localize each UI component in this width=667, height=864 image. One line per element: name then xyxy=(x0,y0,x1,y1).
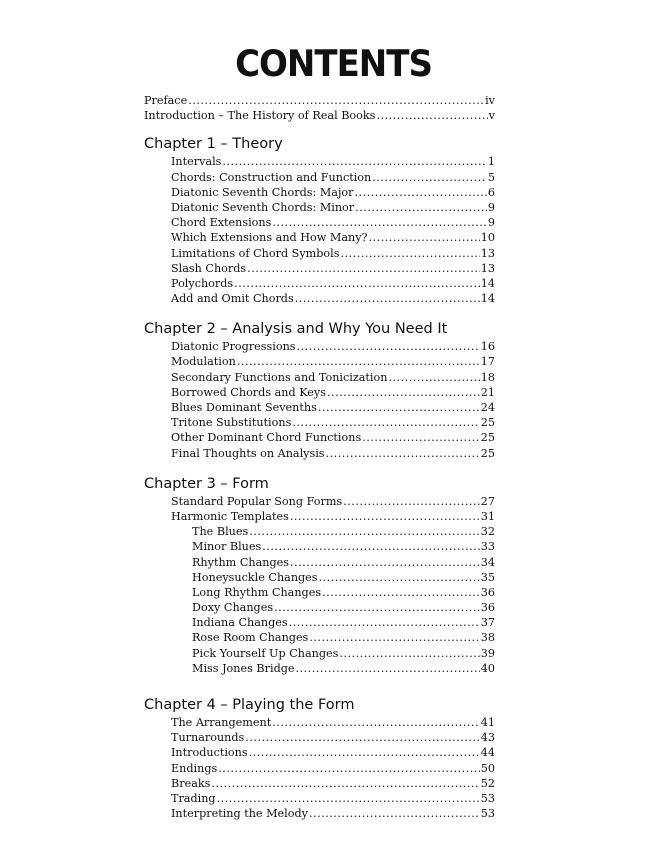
toc-entry-page: 38 xyxy=(480,631,495,645)
dot-leader xyxy=(327,385,480,400)
toc-entry[interactable] xyxy=(0,715,495,730)
toc-entry-page: 5 xyxy=(487,170,495,184)
toc-entry[interactable] xyxy=(0,776,495,791)
toc-entry-label: Breaks xyxy=(171,776,211,790)
toc-entry-page: 9 xyxy=(487,200,495,214)
dot-leader xyxy=(362,430,480,445)
toc-entry-page: 53 xyxy=(480,807,495,821)
toc-entry[interactable] xyxy=(0,600,495,615)
toc-entry-page: 18 xyxy=(480,370,495,384)
toc-entry-label: Turnarounds xyxy=(171,731,245,745)
toc-entry-label: Pick Yourself Up Changes xyxy=(192,646,339,660)
toc-spacer xyxy=(0,123,667,134)
dot-leader xyxy=(247,261,480,276)
dot-leader xyxy=(388,370,479,385)
toc-entry[interactable] xyxy=(0,570,495,585)
toc-entry-page: 17 xyxy=(480,355,495,369)
toc-entry-label: Borrowed Chords and Keys xyxy=(171,385,326,399)
toc-entry-label: Honeysuckle Changes xyxy=(192,570,318,584)
toc-entry-page: 25 xyxy=(480,416,495,430)
toc-entry-page: 39 xyxy=(480,646,495,660)
toc-entry[interactable] xyxy=(0,170,495,185)
toc-spacer xyxy=(0,306,667,319)
toc-entry-page: 25 xyxy=(480,431,495,445)
toc-entry-page: 16 xyxy=(480,340,495,354)
toc-entry-page: 40 xyxy=(480,661,495,675)
dot-leader xyxy=(309,806,480,821)
toc-entry[interactable] xyxy=(0,154,495,169)
toc-entry-page: 36 xyxy=(480,585,495,599)
toc-entry-label: Diatonic Seventh Chords: Major xyxy=(171,185,354,199)
toc-entry-label: Diatonic Progressions xyxy=(171,340,296,354)
toc-entry-label: Harmonic Templates xyxy=(171,509,289,523)
table-of-contents xyxy=(0,93,667,821)
dot-leader xyxy=(274,600,480,615)
toc-entry[interactable] xyxy=(0,200,495,215)
toc-entry-page: 14 xyxy=(480,292,495,306)
toc-entry[interactable] xyxy=(0,509,495,524)
dot-leader xyxy=(369,230,480,245)
toc-entry[interactable] xyxy=(0,93,495,108)
toc-entry-label: Modulation xyxy=(171,355,236,369)
dot-leader xyxy=(372,170,487,185)
toc-entry-label: Endings xyxy=(171,761,218,775)
dot-leader xyxy=(292,415,479,430)
toc-entry-page: 35 xyxy=(480,570,495,584)
toc-entry[interactable] xyxy=(0,555,495,570)
toc-entry-label: Intervals xyxy=(171,155,222,169)
toc-entry[interactable] xyxy=(0,585,495,600)
toc-entry-page: 41 xyxy=(480,716,495,729)
toc-entry[interactable] xyxy=(0,108,495,123)
toc-entry-page: 25 xyxy=(480,446,495,460)
toc-entry-label: Limitations of Chord Symbols xyxy=(171,246,340,260)
toc-entry[interactable] xyxy=(0,524,495,539)
toc-entry[interactable] xyxy=(0,661,495,676)
chapter-heading[interactable]: Chapter 3 – Form xyxy=(144,475,269,492)
dot-leader xyxy=(234,276,480,291)
toc-entry[interactable] xyxy=(0,339,495,354)
toc-entry-label: Polychords xyxy=(171,276,234,290)
toc-entry-page: 6 xyxy=(487,185,495,199)
toc-entry[interactable] xyxy=(0,385,495,400)
dot-leader xyxy=(289,615,480,630)
toc-entry[interactable] xyxy=(0,185,495,200)
chapter-heading[interactable]: Chapter 2 – Analysis and Why You Need It xyxy=(144,321,448,338)
toc-entry-page: 36 xyxy=(480,601,495,615)
dot-leader xyxy=(188,93,484,108)
toc-entry-label: Standard Popular Song Forms xyxy=(171,494,343,508)
dot-leader xyxy=(290,555,480,570)
dot-leader xyxy=(262,539,480,554)
dot-leader xyxy=(272,715,480,730)
dot-leader xyxy=(249,524,480,539)
toc-entry[interactable] xyxy=(0,276,495,291)
toc-entry-label: Indiana Changes xyxy=(192,616,288,630)
toc-entry-label: Introductions xyxy=(171,746,248,760)
toc-entry[interactable] xyxy=(0,261,495,276)
toc-entry[interactable] xyxy=(0,494,495,509)
toc-entry[interactable] xyxy=(0,215,495,230)
toc-entry-label: Diatonic Seventh Chords: Minor xyxy=(171,200,355,214)
toc-entry-page: 1 xyxy=(487,155,495,169)
dot-leader xyxy=(343,494,480,509)
toc-entry-page: 13 xyxy=(480,261,495,275)
toc-entry-label: Secondary Functions and Tonicization xyxy=(171,370,388,384)
toc-entry-label: Other Dominant Chord Functions xyxy=(171,431,362,445)
toc-entry-label: Blues Dominant Sevenths xyxy=(171,401,317,414)
toc-entry-label: Add and Omit Chords xyxy=(171,292,294,306)
toc-entry-page: 31 xyxy=(480,509,495,523)
dot-leader xyxy=(245,730,479,745)
toc-spacer xyxy=(0,461,667,474)
dot-leader xyxy=(376,108,487,123)
toc-entry-page: 44 xyxy=(480,746,495,760)
dot-leader xyxy=(218,761,480,776)
toc-entry-label: Final Thoughts on Analysis xyxy=(171,446,325,460)
dot-leader xyxy=(217,791,480,806)
toc-entry-page: 43 xyxy=(480,731,495,745)
toc-entry[interactable] xyxy=(0,791,495,806)
dot-leader xyxy=(326,446,480,461)
dot-leader xyxy=(237,354,480,369)
toc-entry-page: v xyxy=(488,109,495,123)
toc-entry[interactable] xyxy=(0,761,495,776)
toc-entry[interactable] xyxy=(0,400,495,415)
toc-entry-label: Minor Blues xyxy=(192,540,262,554)
toc-entry-page: 53 xyxy=(480,791,495,805)
toc-entry[interactable] xyxy=(0,430,495,445)
dot-leader xyxy=(340,246,479,261)
toc-entry[interactable] xyxy=(0,646,495,661)
toc-entry-label: Tritone Substitutions xyxy=(171,416,292,430)
toc-entry-label: Introduction – The History of Real Books xyxy=(144,109,376,123)
toc-entry-page: 50 xyxy=(480,761,495,775)
dot-leader xyxy=(355,185,487,200)
toc-entry[interactable] xyxy=(0,539,495,554)
toc-entry-label: Miss Jones Bridge xyxy=(192,661,295,675)
toc-entry-page: 32 xyxy=(480,525,495,539)
toc-entry-page: 34 xyxy=(480,555,495,569)
toc-entry[interactable] xyxy=(0,230,495,245)
toc-entry-page: 24 xyxy=(480,401,495,414)
dot-leader xyxy=(319,570,480,585)
toc-entry-page: 52 xyxy=(480,776,495,790)
toc-entry-label: Trading xyxy=(171,791,216,805)
toc-entry-label: The Arrangement xyxy=(171,716,272,729)
toc-entry[interactable] xyxy=(0,246,495,261)
dot-leader xyxy=(339,646,479,661)
toc-entry[interactable] xyxy=(0,806,495,821)
dot-leader xyxy=(295,291,480,306)
dot-leader xyxy=(211,776,479,791)
toc-entry-page: 9 xyxy=(487,216,495,230)
toc-entry-label: Long Rhythm Changes xyxy=(192,585,322,599)
dot-leader xyxy=(272,215,487,230)
dot-leader xyxy=(309,630,479,645)
dot-leader xyxy=(222,154,486,169)
dot-leader xyxy=(318,400,480,415)
dot-leader xyxy=(322,585,480,600)
toc-entry-page: 27 xyxy=(480,494,495,508)
toc-entry[interactable] xyxy=(0,354,495,369)
toc-entry-label: Doxy Changes xyxy=(192,601,274,615)
dot-leader xyxy=(249,745,480,760)
chapter-heading[interactable]: Chapter 1 – Theory xyxy=(144,136,283,153)
toc-entry[interactable] xyxy=(0,446,495,461)
toc-entry[interactable] xyxy=(0,415,495,430)
toc-entry-label: Chord Extensions xyxy=(171,216,272,230)
toc-entry[interactable] xyxy=(0,370,495,385)
toc-entry-page: iv xyxy=(485,94,495,107)
toc-entry-label: Chords: Construction and Function xyxy=(171,170,372,184)
toc-entry-label: Which Extensions and How Many? xyxy=(171,231,368,245)
toc-entry[interactable] xyxy=(0,291,495,306)
toc-entry-page: 14 xyxy=(480,276,495,290)
chapter-heading[interactable]: Chapter 4 – Playing the Form xyxy=(144,697,355,713)
toc-entry[interactable] xyxy=(0,630,495,645)
toc-entry[interactable] xyxy=(0,730,495,745)
toc-entry-label: Rhythm Changes xyxy=(192,555,289,569)
toc-entry-label: Interpreting the Melody xyxy=(171,807,308,821)
toc-entry-label: Preface xyxy=(144,94,188,107)
toc-spacer xyxy=(0,676,667,695)
dot-leader xyxy=(355,200,487,215)
toc-entry-label: Rose Room Changes xyxy=(192,631,309,645)
toc-entry-page: 21 xyxy=(480,385,495,399)
toc-entry-page: 13 xyxy=(480,246,495,260)
page-title: CONTENTS xyxy=(235,42,432,86)
toc-entry-label: The Blues xyxy=(192,525,249,539)
dot-leader xyxy=(297,339,480,354)
dot-leader xyxy=(296,661,480,676)
dot-leader xyxy=(290,509,480,524)
toc-entry-page: 37 xyxy=(480,616,495,630)
toc-entry-page: 10 xyxy=(480,231,495,245)
toc-entry[interactable] xyxy=(0,745,495,760)
toc-entry-page: 33 xyxy=(480,540,495,554)
toc-entry-label: Slash Chords xyxy=(171,261,247,275)
toc-entry[interactable] xyxy=(0,615,495,630)
